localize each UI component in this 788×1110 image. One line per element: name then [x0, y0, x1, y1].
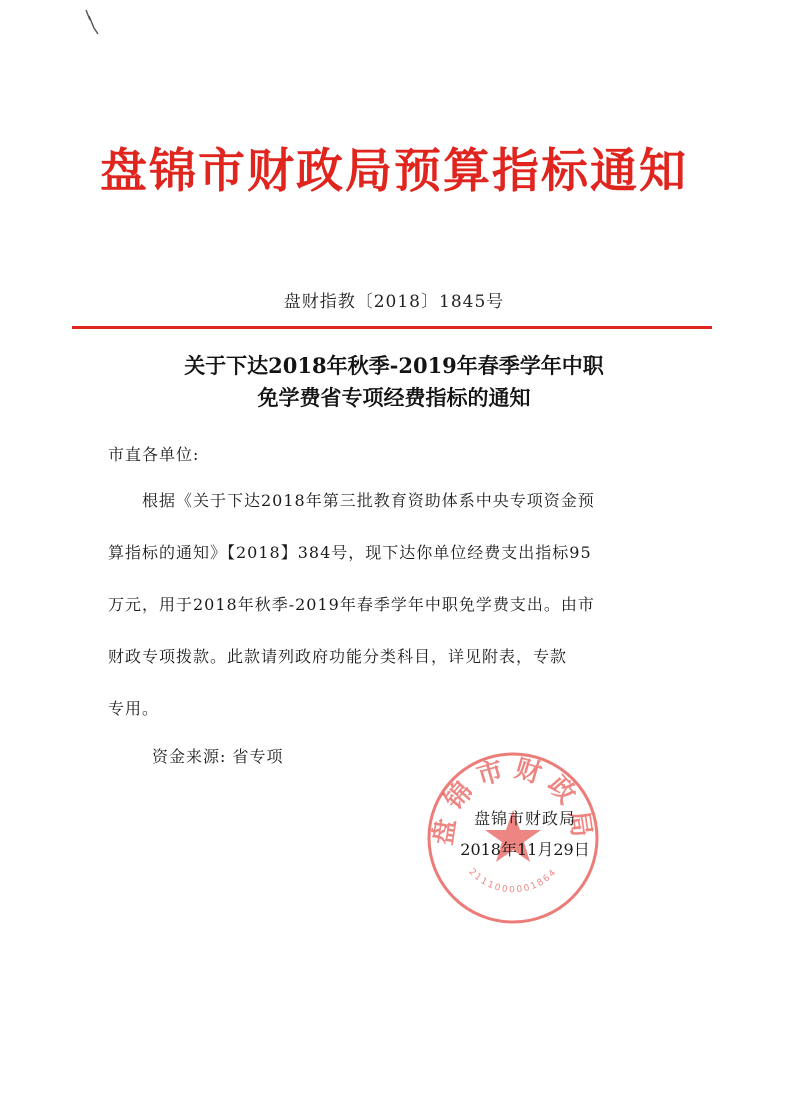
document-title: [0, 350, 788, 414]
addressee: 市直各单位:: [108, 445, 200, 464]
body-line-2: 算指标的通知》【2018】384号，现下达你单位经费支出指标95: [108, 543, 592, 562]
document-header-title: 盘锦市财政局预算指标通知: [100, 144, 688, 199]
issue-date: 2018年11月29日: [460, 840, 590, 859]
header-divider-rule: [72, 326, 712, 329]
svg-text:2111000001864: 2111000001864: [466, 866, 560, 896]
document-number: 盘财指教〔2018〕1845号: [283, 292, 505, 312]
document-title-line-1: 关于下达2018年秋季-2019年春季学年中职: [184, 353, 604, 378]
body-line-3: 万元，用于2018年秋季-2019年春季学年中职免学费支出。由市: [108, 595, 595, 614]
body-paragraph: [108, 475, 678, 735]
body-line-1: 根据《关于下达2018年第三批教育资助体系中央专项资金预: [142, 491, 595, 510]
svg-text:盘锦市财政局: 盘锦市财政局: [428, 753, 598, 847]
body-line-5: 专用。: [108, 699, 160, 718]
body-line-4: 财政专项拨款。此款请列政府功能分类科目，详见附表，专款: [108, 647, 568, 666]
issuer-name: 盘锦市财政局: [473, 809, 576, 828]
scan-artifact-mark: [84, 8, 102, 36]
funding-source: 资金来源: 省专项: [152, 747, 284, 766]
document-title-line-2: 免学费省专项经费指标的通知: [257, 385, 531, 410]
